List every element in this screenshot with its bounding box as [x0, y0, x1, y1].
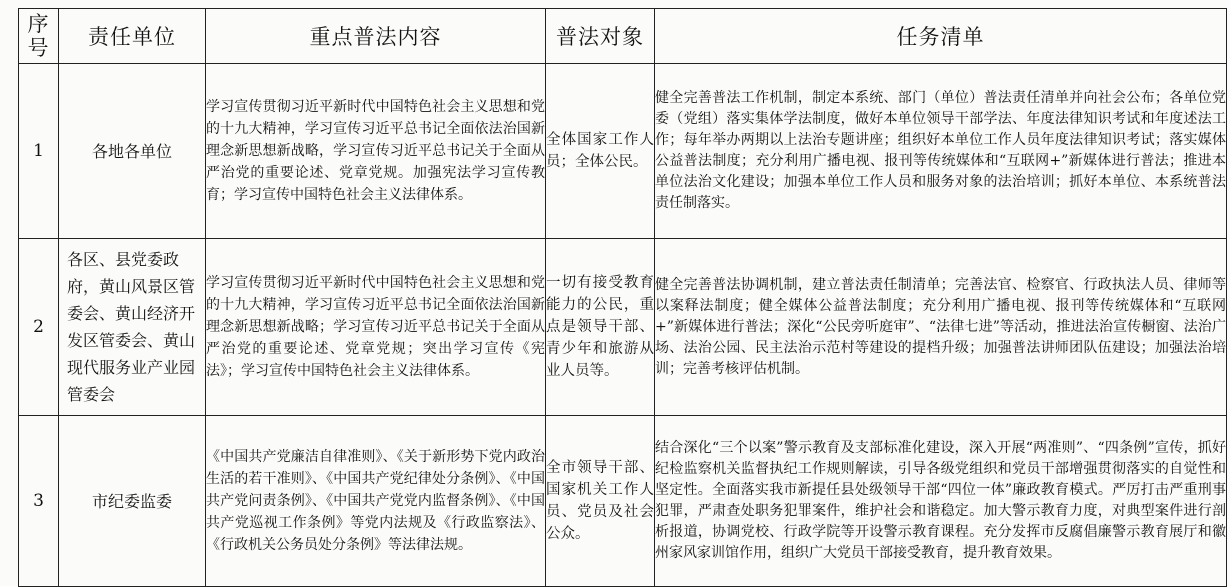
target-audience: 全体国家工作人员；全体公民。 — [546, 64, 655, 239]
table-row — [19, 239, 1227, 416]
header-responsible-unit: 责任单位 — [59, 9, 206, 64]
header-task-list: 任务清单 — [655, 9, 1227, 64]
task-list: 结合深化“三个以案”警示教育及支部标准化建设，深入开展“两准则”、“四条例”宣传，抓好纪检监察机关监督执纪工作规则解读，引导各级党组织和党员干部增强贯彻落实的自觉性和坚定性。全面落实我市新提任县处级领导干部“四位一体”廉政教育模式。严厉打击严重刑事犯罪，严肃查处职务犯罪案件，维护社会和谐稳定。加大警示教育力度，对典型案件进行剖析报道，协调党校、行政学院等开设警示教育课程。充分发挥市反腐倡廉警示教育展厅和徽州家风家训馆作用，组织广大党员干部接受教育，提升教育效果。 — [655, 416, 1227, 587]
responsible-unit: 市纪委监委 — [59, 416, 206, 587]
target-audience: 一切有接受教育能力的公民，重点是领导干部、青少年和旅游从业人员等。 — [546, 239, 655, 416]
responsible-unit: 各地各单位 — [59, 64, 206, 239]
header-serial-line1: 序 — [27, 12, 50, 36]
task-list: 健全完善普法协调机制，建立普法责任制清单；完善法官、检察官、行政执法人员、律师等以案释法制度；健全媒体公益普法制度；充分利用广播电视、报刊等传统媒体和“互联网+”新媒体进行普法；深化“公民旁听庭审”、“法律七进”等活动，推进法治宣传橱窗、法治广场、法治公园、民主法治示范村等建设的提档升级；加强普法讲师团队伍建设；加强法治培训；完善考核评估机制。 — [655, 239, 1227, 416]
header-key-content: 重点普法内容 — [206, 9, 546, 64]
key-content: 《中国共产党廉洁自律准则》、《关于新形势下党内政治生活的若干准则》、《中国共产党纪律处分条例》、《中国共产党问责条例》、《中国共产党党内监督条例》、《中国共产党巡视工作条例》等党内法规及《行政监察法》、《行政机关公务员处分条例》等法律法规。 — [206, 416, 546, 587]
header-serial-line2: 号 — [27, 36, 50, 60]
responsible-unit: 各区、县党委政府，黄山风景区管委会、黄山经济开发区管委会、黄山现代服务业产业园管委会 — [59, 239, 206, 416]
header-serial-number — [19, 9, 59, 64]
table-row — [19, 64, 1227, 239]
table-row — [19, 416, 1227, 587]
header-target-audience: 普法对象 — [546, 9, 655, 64]
row-number: 1 — [19, 64, 59, 239]
key-content: 学习宣传贯彻习近平新时代中国特色社会主义思想和党的十九大精神，学习宣传习近平总书记全面依法治国新理念新思想新战略；学习宣传习近平总书记关于全面从严治党的重要论述、党章党规；突出学习宣传《宪法》；学习宣传中国特色社会主义法律体系。 — [206, 239, 546, 416]
target-audience: 全市领导干部、国家机关工作人员、党员及社会公众。 — [546, 416, 655, 587]
row-number: 3 — [19, 416, 59, 587]
table-header-row — [19, 9, 1227, 64]
key-content: 学习宣传贯彻习近平新时代中国特色社会主义思想和党的十九大精神，学习宣传习近平总书记全面依法治国新理念新思想新战略，学习宣传习近平总书记关于全面从严治党的重要论述、党章党规。加强宪法学习宣传教育；学习宣传中国特色社会主义法律体系。 — [206, 64, 546, 239]
row-number: 2 — [19, 239, 59, 416]
law-education-task-table — [18, 8, 1227, 587]
task-list: 健全完善普法工作机制，制定本系统、部门（单位）普法责任清单并向社会公布；各单位党委（党组）落实集体学法制度，做好本单位领导干部学法、年度法律知识考试和年度述法工作；每年举办两期以上法治专题讲座；组织好本单位工作人员年度法律知识考试；落实媒体公益普法制度；充分利用广播电视、报刊等传统媒体和“互联网+”新媒体进行普法；推进本单位法治文化建设；加强本单位工作人员和服务对象的法治培训；抓好本单位、本系统普法责任制落实。 — [655, 64, 1227, 239]
